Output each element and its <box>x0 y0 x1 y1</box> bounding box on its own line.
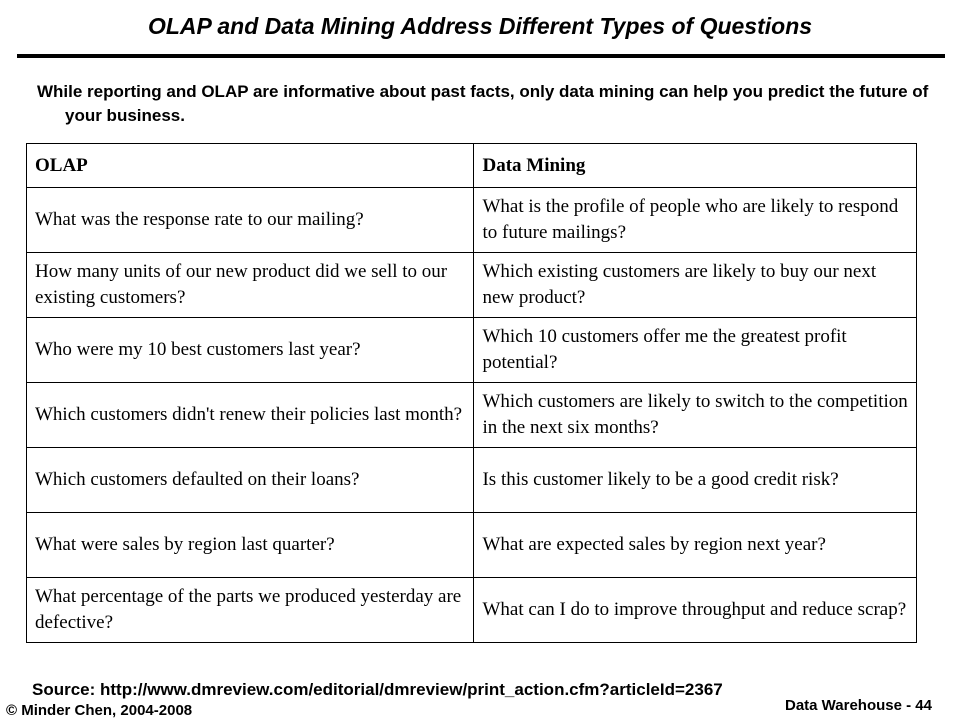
table-row <box>27 318 917 383</box>
data-mining-question: What are expected sales by region next year? <box>474 513 917 578</box>
table-row <box>27 383 917 448</box>
table-row <box>27 253 917 318</box>
header-data-mining: Data Mining <box>474 144 917 188</box>
copyright-notice: © Minder Chen, 2004-2008 <box>6 702 193 719</box>
table-row <box>27 513 917 578</box>
table-header-row <box>27 144 917 188</box>
slide-title: OLAP and Data Mining Address Different Types of Questions <box>147 13 813 39</box>
intro-paragraph: While reporting and OLAP are informative about past facts, only data mining can help you predict the future of your business. <box>37 82 929 125</box>
data-mining-question: Which 10 customers offer me the greatest profit potential? <box>474 318 917 383</box>
olap-question: Who were my 10 best customers last year? <box>27 318 474 383</box>
source-citation: Source: http://www.dmreview.com/editorial/dmreview/print_action.cfm?articleId=2367 <box>32 680 723 699</box>
page-label: Data Warehouse - 44 <box>785 697 932 714</box>
olap-question: How many units of our new product did we sell to our existing customers? <box>27 253 474 318</box>
data-mining-question: What is the profile of people who are likely to respond to future mailings? <box>474 188 917 253</box>
olap-question: What percentage of the parts we produced yesterday are defective? <box>27 578 474 643</box>
data-mining-question: Which customers are likely to switch to the competition in the next six months? <box>474 383 917 448</box>
olap-question: Which customers defaulted on their loans? <box>27 448 474 513</box>
olap-question: Which customers didn't renew their policies last month? <box>27 383 474 448</box>
olap-question: What was the response rate to our mailing? <box>27 188 474 253</box>
title-divider <box>17 54 945 58</box>
comparison-table <box>26 143 917 643</box>
header-olap: OLAP <box>27 144 474 188</box>
data-mining-question: Is this customer likely to be a good credit risk? <box>474 448 917 513</box>
data-mining-question: Which existing customers are likely to buy our next new product? <box>474 253 917 318</box>
table-row <box>27 578 917 643</box>
data-mining-question: What can I do to improve throughput and reduce scrap? <box>474 578 917 643</box>
olap-question: What were sales by region last quarter? <box>27 513 474 578</box>
table-row <box>27 188 917 253</box>
table-row <box>27 448 917 513</box>
